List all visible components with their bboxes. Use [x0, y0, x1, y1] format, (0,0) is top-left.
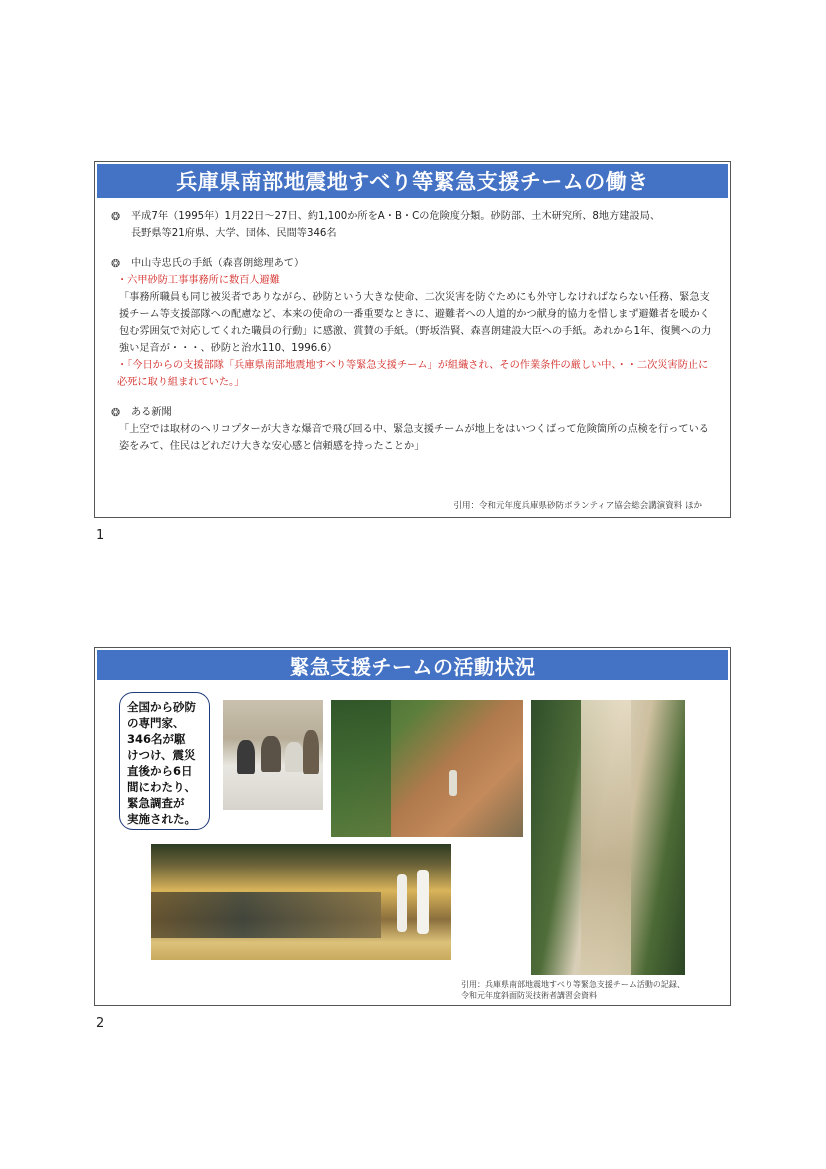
page-number-2: 2 [96, 1016, 105, 1031]
slide-1-body [109, 208, 716, 455]
callout-line: 間にわたり、 [127, 780, 196, 794]
bullet-icon: ❂ [111, 406, 121, 419]
source-line-1: 引用：兵庫県南部地震地すべり等緊急支援チーム活動の記録、 [461, 980, 685, 989]
item-3-quote: 「上空では取材のヘリコプターが大きな爆音で飛び回る中、緊急支援チームが地上をはいつくばって危険箇所の点検を行っている姿をみて、住民はどれだけ大きな安心感と信頼感を持ったことか」 [119, 424, 709, 452]
item-1-line-1: 平成7年（1995年）1月22日～27日、約1,100か所をA・B・Cの危険度分類。砂防部、土木研究所、8地方建設局、 [131, 211, 661, 222]
callout-line: の専門家、 [127, 716, 185, 730]
photo-rock-collapse [531, 700, 685, 975]
item-2-quote: 「事務所職員も同じ被災者でありながら、砂防という大きな使命、二次災害を防ぐためにも外守しなければならない任務、緊急支援チーム等支援部隊への配慮など、本来の使命の一番重要なときに、避難者への人道的かつ献身的協力を惜しまず避難者を暖かく包む雰囲気で対応してくれた職員の行動」に感激、賞賛の手紙。（野坂浩賢、森喜朗建設大臣への手紙。あれから1年、復興への力強い足音が・・・、砂防と治水110、1996.6） [119, 292, 712, 354]
callout-line: けつけ、震災 [127, 748, 196, 762]
item-1 [109, 208, 716, 242]
photo-office-meeting [223, 700, 323, 810]
photo-landslide-slope [331, 700, 523, 837]
callout-line: 実施された。 [127, 812, 196, 826]
slide-1-title: 兵庫県南部地震地すべり等緊急支援チームの働き [97, 164, 728, 198]
item-2 [109, 255, 716, 272]
item-2-heading: 中山寺忠氏の手紙（森喜朗総理あて） [131, 258, 305, 269]
item-3-heading: ある新聞 [131, 407, 172, 418]
callout-box [119, 692, 210, 830]
photo-field-survey [151, 844, 451, 960]
item-2-red-1: ・六甲砂防工事事務所に数百人避難 [117, 275, 280, 286]
item-3 [109, 404, 716, 421]
callout-line: 緊急調査が [127, 796, 185, 810]
slide-1 [94, 161, 731, 518]
page-number-1: 1 [96, 528, 105, 543]
slide-2-source [461, 979, 716, 1001]
source-line-2: 令和元年度斜面防災技術者講習会資料 [461, 991, 597, 1000]
bullet-icon: ❂ [111, 210, 121, 223]
item-1-line-2: 長野県等21府県、大学、団体、民間等346名 [131, 228, 337, 239]
callout-line: 全国から砂防 [127, 700, 196, 714]
slide-2 [94, 647, 731, 1006]
item-2-red-2: ・「今日からの支援部隊「兵庫県南部地震地すべり等緊急支援チーム」が組織され、その作業条件の厳しい中、・・二次災害防止に必死に取り組まれていた。」 [117, 360, 709, 388]
callout-line: 346名が駆 [127, 732, 186, 746]
slide-1-source: 引用：令和元年度兵庫県砂防ボランティア協会総会講演資料 ほか [453, 501, 702, 511]
slide-2-title: 緊急支援チームの活動状況 [97, 650, 728, 680]
callout-line: 直後から6日 [127, 764, 193, 778]
bullet-icon: ❂ [111, 257, 121, 270]
